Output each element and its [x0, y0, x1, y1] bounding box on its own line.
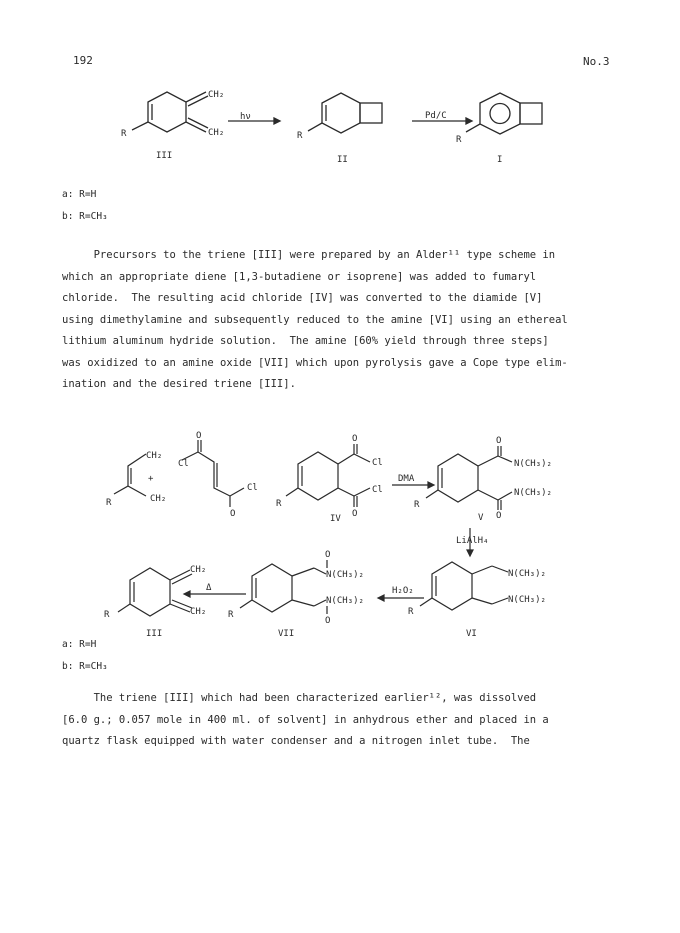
nme2-label: N(CH₃)₂ [508, 569, 546, 579]
compound-iv-ring [298, 452, 338, 500]
r-label: R [297, 131, 303, 141]
nme2-label: N(CH₃)₂ [514, 459, 552, 469]
ch2-top-label: CH₂ [208, 90, 225, 100]
compound-label-ii: II [337, 155, 348, 165]
compound-label-vii: VII [278, 629, 295, 639]
text-line: lithium aluminum hydride solution. The amine [60% yield through three steps] [62, 335, 549, 347]
ch2-bottom-label: CH₂ [208, 128, 225, 138]
text-line: The triene [III] which had been characterized earlier¹², was dissolved [62, 692, 537, 704]
paragraph-2 [62, 688, 622, 753]
compound-label-i: I [497, 155, 503, 165]
o-label: O [352, 509, 358, 519]
text-line: [6.0 g.; 0.057 mole in 400 ml. of solvent] in anhydrous ether and placed in a [62, 713, 549, 726]
page-number: 192 [73, 54, 93, 67]
ch2-label: CH₂ [190, 607, 207, 617]
cl-label: Cl [372, 458, 383, 468]
nme2-label: N(CH₃)₂ [326, 596, 364, 606]
o-label: O [230, 509, 236, 519]
r-label: R [408, 607, 414, 617]
fumaryl-chloride [182, 452, 244, 496]
cl-label: Cl [178, 459, 189, 469]
text-line: which an appropriate diene [1,3-butadiene or isoprene] was added to fumaryl [62, 270, 537, 283]
o-label: O [325, 550, 331, 560]
o-label: O [352, 434, 358, 444]
o-label: O [496, 436, 502, 446]
text-line: using dimethylamine and subsequently reduced to the amine [VI] using an ethereal [62, 313, 568, 326]
compound-vii-ring [252, 564, 292, 612]
r-label: R [106, 498, 112, 508]
compound-label-iv: IV [330, 514, 341, 524]
issue-number: No.3 [583, 55, 610, 68]
legend-a: a: R=H [62, 189, 97, 200]
nme2-label: N(CH₃)₂ [514, 488, 552, 498]
nme2-label: N(CH₃)₂ [326, 570, 364, 580]
r-label: R [276, 499, 282, 509]
compound-v-ring [438, 454, 478, 502]
compound-vi-ring [432, 562, 472, 610]
compound-label-vi: VI [466, 629, 477, 639]
o-label: O [325, 616, 331, 626]
ch2-label: CH₂ [190, 565, 207, 575]
text-line: quartz flask equipped with water condenser and a nitrogen inlet tube. The [62, 735, 530, 747]
r-label: R [121, 129, 127, 139]
compound-label-iii: III [156, 151, 173, 161]
compound-label-iii-2: III [146, 629, 163, 639]
legend-a-2: a: R=H [62, 639, 97, 650]
r-label: R [456, 135, 462, 145]
text-line: ination and the desired triene [III]. [62, 378, 296, 390]
arrow1-label: hν [240, 112, 251, 122]
cl-label: Cl [372, 485, 383, 495]
text-line: was oxidized to an amine oxide [VII] which upon pyrolysis gave a Cope type elim- [62, 356, 568, 369]
compound-label-v: V [478, 513, 484, 523]
ch2-label: CH₂ [146, 451, 163, 461]
reagent-h2o2: H₂O₂ [392, 586, 414, 596]
ch2-label: CH₂ [150, 494, 167, 504]
o-label: O [196, 431, 202, 441]
cl-label: Cl [247, 483, 258, 493]
text-line: Precursors to the triene [III] were prepared by an Alder¹¹ type scheme in [62, 249, 556, 261]
legend-b-2: b: R=CH₃ [62, 661, 108, 672]
plus-sign: + [148, 474, 154, 484]
r-label: R [104, 610, 110, 620]
reagent-heat: Δ [206, 583, 212, 593]
arrow2-label: Pd/C [425, 111, 447, 121]
triene-ring-2 [130, 568, 170, 616]
nme2-label: N(CH₃)₂ [508, 595, 546, 605]
r-label: R [414, 500, 420, 510]
reagent-dma: DMA [398, 474, 415, 484]
o-label: O [496, 511, 502, 521]
text-line: chloride. The resulting acid chloride [IV] was converted to the diamide [V] [62, 292, 543, 304]
r-label: R [228, 610, 234, 620]
reagent-lialh4: LiAlH₄ [456, 536, 489, 546]
legend-b: b: R=CH₃ [62, 211, 108, 222]
